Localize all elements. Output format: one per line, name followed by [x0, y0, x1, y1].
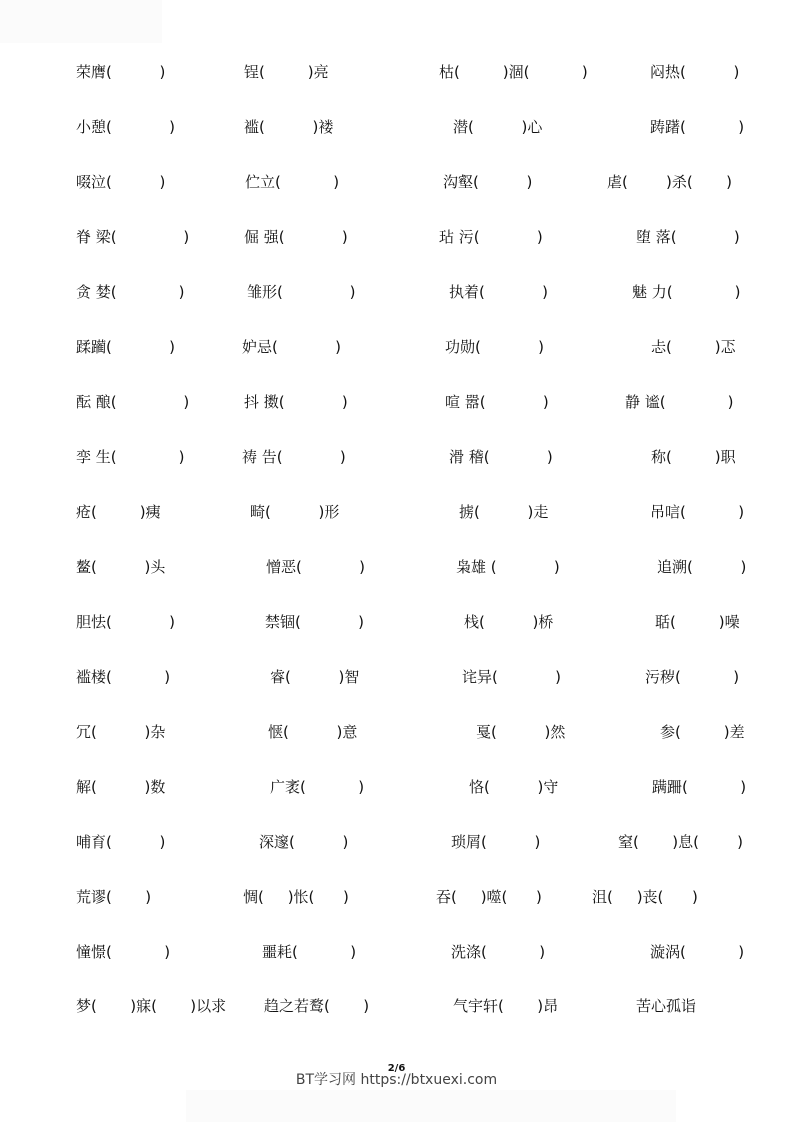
term-cell: 喧 嚣( ) — [445, 393, 549, 411]
term-cell: 睿( )智 — [270, 668, 360, 686]
term-cell: 蹒跚( ) — [652, 778, 747, 796]
term-cell: 玷 污( ) — [439, 228, 543, 246]
term-cell: 冗( )杂 — [76, 723, 166, 741]
term-cell: 疮( )痍 — [76, 503, 161, 521]
term-cell: 魅 力( ) — [632, 283, 741, 301]
term-cell: 憎恶( ) — [266, 558, 365, 576]
term-cell: 聒( )噪 — [655, 613, 740, 631]
term-cell: 伫立( ) — [245, 173, 340, 191]
term-cell: 静 谧( ) — [625, 393, 734, 411]
term-cell: 栈( )桥 — [464, 613, 554, 631]
term-cell: 追溯( ) — [657, 558, 747, 576]
term-cell: 广袤( ) — [270, 778, 365, 796]
term-cell: 褴( )褛 — [244, 118, 334, 136]
term-cell: 噩耗( ) — [262, 943, 357, 961]
term-cell: 枯( )涸( ) — [439, 63, 588, 81]
term-cell: 锃( )亮 — [244, 63, 329, 81]
term-cell: 琐屑( ) — [451, 833, 541, 851]
term-cell: 虐( )杀( ) — [607, 173, 732, 191]
term-cell: 荣膺( ) — [76, 63, 166, 81]
term-cell: 称( )职 — [651, 448, 736, 466]
term-cell: 沟壑( ) — [443, 173, 533, 191]
term-cell: 功勋( ) — [445, 338, 544, 356]
term-cell: 执着( ) — [449, 283, 548, 301]
term-cell: 苦心孤诣 — [636, 997, 697, 1015]
term-cell: 滑 稽( ) — [449, 448, 553, 466]
term-cell: 啜泣( ) — [76, 173, 166, 191]
term-cell: 沮( )丧( ) — [592, 888, 698, 906]
term-cell: 闷热( ) — [650, 63, 740, 81]
term-cell: 潜( )心 — [453, 118, 543, 136]
term-cell: 雏形( ) — [247, 283, 356, 301]
term-cell: 窒( )息( ) — [618, 833, 743, 851]
term-cell: 惬( )意 — [268, 723, 358, 741]
term-cell: 畸( )形 — [250, 503, 340, 521]
term-cell: 诧异( ) — [462, 668, 561, 686]
term-cell: 戛( )然 — [476, 723, 566, 741]
term-cell: 抖 擞( ) — [244, 393, 348, 411]
term-cell: 趋之若鹜( ) — [264, 997, 370, 1015]
term-cell: 掳( )走 — [459, 503, 549, 521]
term-cell: 鳌( )头 — [76, 558, 166, 576]
term-cell: 酝 酿( ) — [76, 393, 190, 411]
term-cell: 漩涡( ) — [650, 943, 745, 961]
term-cell: 枭雄 ( ) — [456, 558, 560, 576]
page-number: 2/6 — [387, 1063, 406, 1074]
term-cell: 堕 落( ) — [636, 228, 740, 246]
term-cell: 脊 梁( ) — [76, 228, 190, 246]
term-cell: 吊唁( ) — [650, 503, 745, 521]
term-cell: 小憩( ) — [76, 118, 175, 136]
term-cell: 污秽( ) — [645, 668, 740, 686]
term-cell: 深邃( ) — [259, 833, 349, 851]
term-cell: 恪( )守 — [469, 778, 559, 796]
term-cell: 胆怯( ) — [76, 613, 175, 631]
term-cell: 贪 婪( ) — [76, 283, 185, 301]
term-cell: 孪 生( ) — [76, 448, 185, 466]
term-cell: 倔 强( ) — [244, 228, 348, 246]
term-cell: 吞( )噬( ) — [436, 888, 542, 906]
term-cell: 参( )差 — [660, 723, 745, 741]
term-cell: 荒谬( ) — [76, 888, 152, 906]
term-cell: 洗涤( ) — [451, 943, 546, 961]
term-cell: 褴楼( ) — [76, 668, 171, 686]
bottom-blank-patch — [186, 1090, 676, 1122]
term-cell: 妒忌( ) — [242, 338, 341, 356]
term-cell: 禁锢( ) — [265, 613, 364, 631]
term-cell: 踌躇( ) — [650, 118, 745, 136]
term-cell: 气宇轩( )昂 — [453, 997, 559, 1015]
term-cell: 梦( )寐( )以求 — [76, 997, 227, 1015]
term-cell: 哺育( ) — [76, 833, 166, 851]
term-cell: 惆( )怅( ) — [243, 888, 349, 906]
footer-site-link[interactable]: BT学习网 https://btxuexi.com — [295, 1072, 498, 1088]
term-cell: 忐( )忑 — [651, 338, 736, 356]
term-cell: 祷 告( ) — [242, 448, 346, 466]
term-cell: 蹂躏( ) — [76, 338, 175, 356]
term-cell: 解( )数 — [76, 778, 166, 796]
term-cell: 憧憬( ) — [76, 943, 171, 961]
